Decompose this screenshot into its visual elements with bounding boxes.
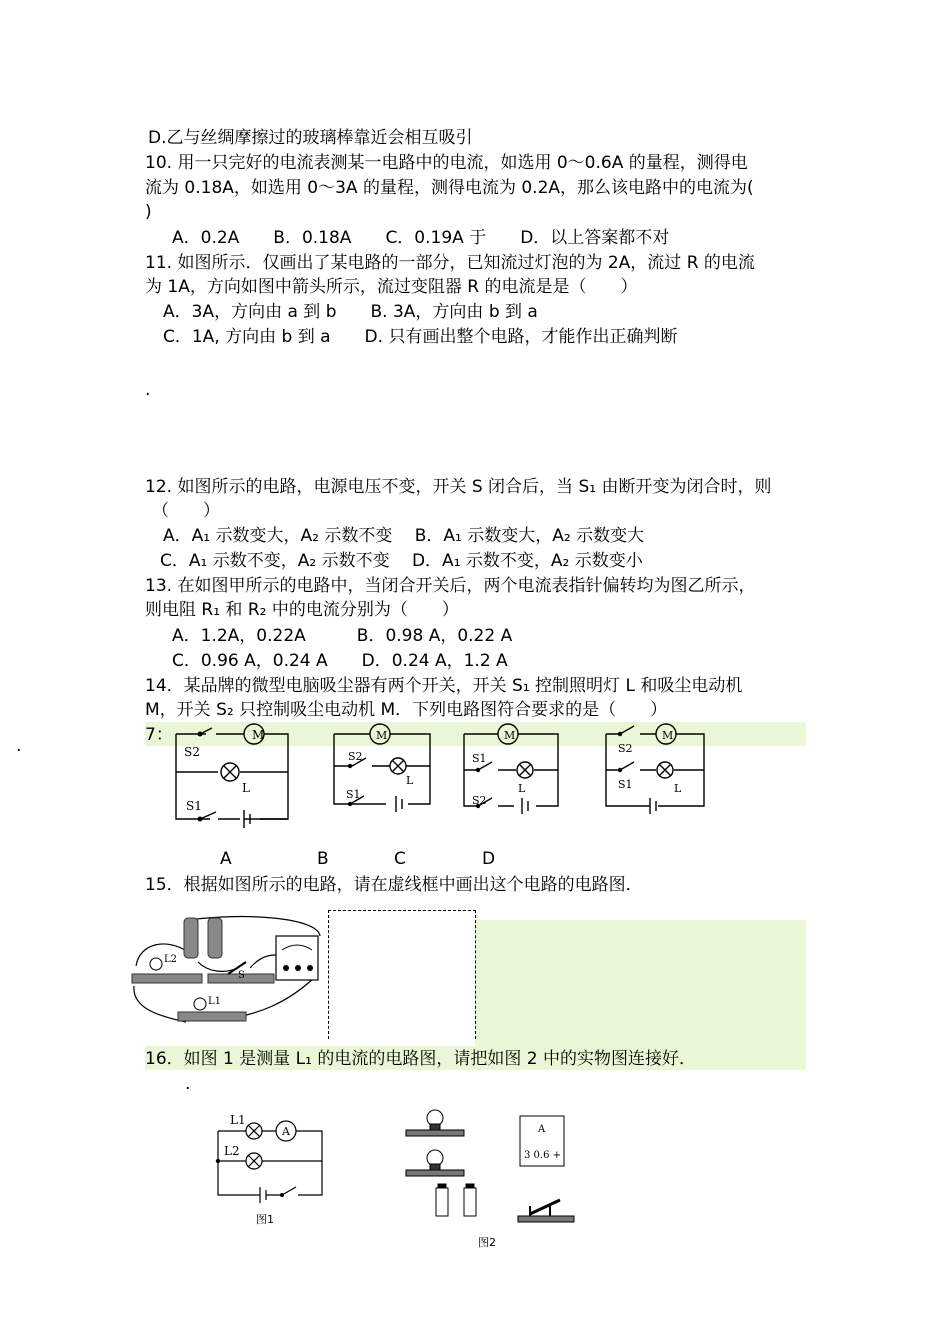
q11-options-1: A．3A，方向由 a 到 b B. 3A，方向由 b 到 a [163, 302, 538, 322]
q14a-s2-label: S2 [184, 745, 200, 759]
q14-line-2: M，开关 S₂ 只控制吸尘电动机 M．下列电路图符合要求的是（ ） [145, 700, 668, 720]
q13-line-1: 13. 在如图甲所示的电路中，当闭合开关后，两个电流表指针偏转均为图乙所示， [145, 576, 756, 596]
q11-line-2: 为 1A，方向如图中箭头所示，流过变阻器 R 的电流是是（ ） [145, 277, 638, 297]
q16-fig1-l2-label: L2 [224, 1144, 240, 1158]
q14-figure-label: 7： [145, 725, 173, 745]
q14d-s2-label: S2 [618, 742, 633, 755]
q14d-s1-label: S1 [618, 778, 633, 791]
q15-l1-label: L1 [208, 996, 222, 1007]
q14-circuit-d [602, 722, 714, 814]
q14b-s1-label: S1 [346, 788, 361, 801]
highlight-band-q15 [475, 920, 806, 1046]
q14b-s2-label: S2 [348, 750, 363, 763]
q14-line-1: 14．某品牌的微型电脑吸尘器有两个开关，开关 S₁ 控制照明灯 L 和吸尘电动机 [145, 676, 743, 696]
q16-fig1-caption: 图1 [256, 1213, 274, 1226]
q16-fig1-ammeter-label: A [282, 1125, 290, 1138]
q14d-lamp-label: L [674, 782, 682, 795]
q9-option-d: D.乙与丝绸摩擦过的玻璃棒靠近会相互吸引 [148, 128, 473, 148]
q12-options-2: C．A₁ 示数不变，A₂ 示数不变 D．A₁ 示数不变，A₂ 示数变小 [160, 551, 643, 571]
q14b-lamp-label: L [406, 774, 414, 787]
q16-fig2-caption: 图2 [478, 1236, 496, 1249]
stray-dot-3: . [185, 1074, 191, 1094]
q13-options-1: A．1.2A，0.22A B．0.98 A，0.22 A [172, 626, 513, 646]
q14a-lamp-label: L [242, 781, 250, 795]
q12-line-2: （ ） [152, 501, 220, 521]
q14-circuit-c [460, 722, 570, 814]
q14d-motor-label: M [662, 729, 674, 742]
q11-line-1: 11. 如图所示．仅画出了某电路的一部分，已知流过灯泡的为 2A，流过 R 的电流 [145, 253, 755, 273]
q14c-s2-label: S2 [472, 794, 487, 807]
q15-s-label: S [238, 970, 245, 981]
q15-physical-circuit [128, 912, 328, 1034]
q14a-s1-label: S1 [186, 799, 202, 813]
q14-choice-a: A [220, 849, 232, 869]
q11-options-2: C．1A, 方向由 b 到 a D. 只有画出整个电路，才能作出正确判断 [163, 327, 678, 347]
q14a-motor-label: M [252, 728, 265, 742]
q14b-motor-label: M [376, 729, 388, 742]
q15-dashed-answer-box[interactable] [328, 910, 476, 1039]
q15-l2-label: L2 [164, 954, 178, 965]
q14c-s1-label: S1 [472, 752, 487, 765]
q16-fig1-l1-label: L1 [230, 1113, 246, 1127]
q13-options-2: C．0.96 A，0.24 A D．0.24 A，1.2 A [172, 651, 508, 671]
q16-line: 16．如图 1 是测量 L₁ 的电流的电路图，请把如图 2 中的实物图连接好． [145, 1049, 696, 1069]
q14c-motor-label: M [504, 729, 516, 742]
q15-line: 15．根据如图所示的电路，请在虚线框中画出这个电路的电路图． [145, 875, 643, 895]
q10-line-1: 10. 用一只完好的电流表测某一电路中的电流，如选用 0～0.6A 的量程，测得电 [145, 153, 748, 173]
q10-line-3: ) [145, 202, 152, 222]
q12-line-1: 12. 如图所示的电路，电源电压不变，开关 S 闭合后，当 S₁ 由断开变为闭合时，则 [145, 477, 772, 497]
q14c-lamp-label: L [518, 782, 526, 795]
q16-figure-1 [210, 1105, 340, 1227]
q16-fig2-ammeter-label: A [538, 1124, 546, 1135]
q16-fig2-ammeter-scale: 3 0.6 + [524, 1150, 562, 1161]
q14-circuit-a [170, 722, 295, 830]
q16-figure-2 [400, 1100, 590, 1250]
q12-options-1: A．A₁ 示数变大，A₂ 示数不变 B．A₁ 示数变大，A₂ 示数变大 [163, 526, 645, 546]
q14-choice-b: B [317, 849, 329, 869]
q13-line-2: 则电阻 R₁ 和 R₂ 中的电流分别为（ ） [145, 600, 459, 620]
q10-options: A．0.2A B．0.18A C．0.19A 于 D．以上答案都不对 [172, 228, 670, 248]
stray-dot-1: . [145, 380, 151, 400]
stray-dot-2: . [16, 736, 22, 756]
q14-circuit-b [330, 722, 440, 812]
q10-line-2: 流为 0.18A，如选用 0～3A 的量程，测得电流为 0.2A，那么该电路中的电流为( [145, 178, 754, 198]
q14-choice-d: D [482, 849, 496, 869]
q14-choice-c: C [394, 849, 406, 869]
